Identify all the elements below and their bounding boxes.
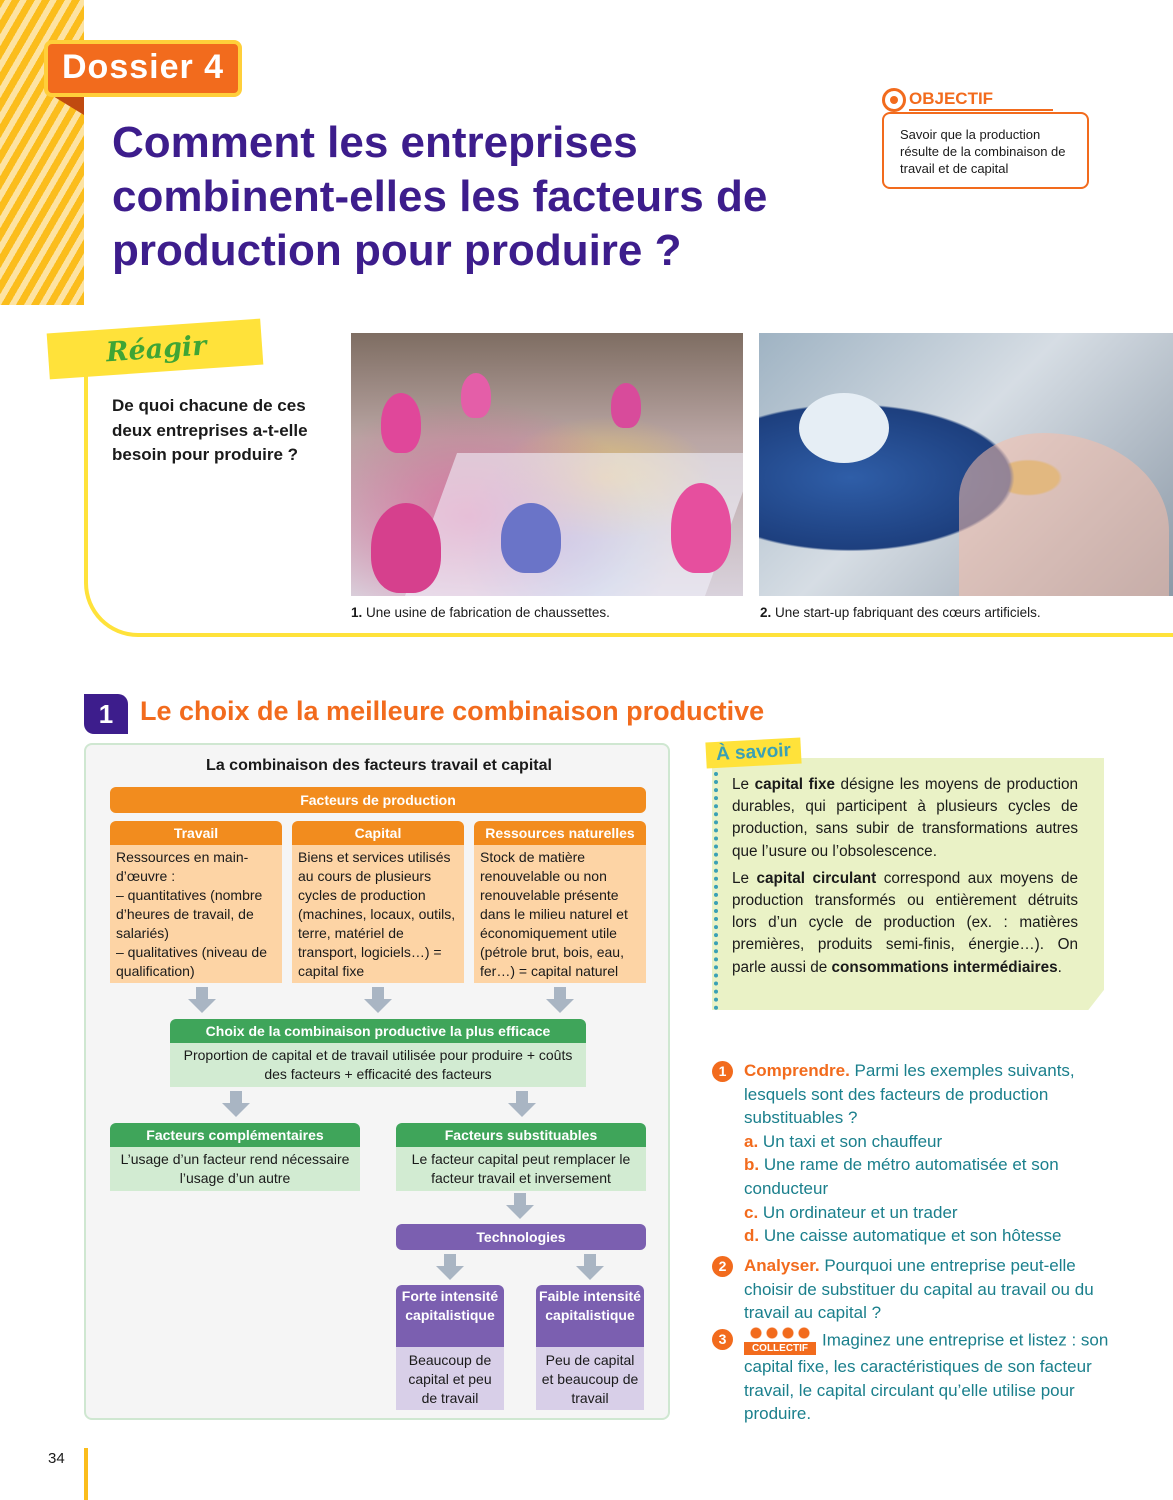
box-travail bbox=[110, 821, 282, 983]
a-savoir-p2: Le capital circulant correspond aux moyens de production transformés ou entièrement détruits lors d’un cycle de production (ex. : matières premières, produits semi-finis, énergie…). On parle aussi de consommations intermédiaires. bbox=[732, 869, 1078, 976]
page-number: 34 bbox=[48, 1450, 65, 1467]
ressources-body: Stock de matière renouvelable ou non renouvelable présente dans le milieu naturel et économiquement utile (pétrole brut, bois, eau, fer…) = capital naturel bbox=[474, 845, 646, 983]
objectif-text: Savoir que la production résulte de la combinaison de travail et de capital bbox=[882, 112, 1089, 189]
reagir-question: De quoi chacune de ces deux entreprises a-t-elle besoin pour produire ? bbox=[112, 396, 308, 464]
box-forte-intensite bbox=[396, 1285, 504, 1410]
collectif-icon: COLLECTIF bbox=[744, 1327, 816, 1355]
box-faible-intensite bbox=[536, 1285, 644, 1410]
objectif-header bbox=[882, 88, 1053, 112]
photo2-caption: 2. Une start-up fabriquant des cœurs artificiels. bbox=[760, 605, 1041, 620]
box-capital bbox=[292, 821, 464, 983]
section-number: 1 bbox=[84, 694, 128, 734]
page-number-bar bbox=[84, 1448, 88, 1500]
question-number: 1 bbox=[712, 1061, 733, 1082]
travail-title: Travail bbox=[110, 821, 282, 845]
capital-title: Capital bbox=[292, 821, 464, 845]
box-facteurs-substituables bbox=[396, 1123, 646, 1191]
a-savoir-p1: Le capital fixe désigne les moyens de production durables, qui participent à plusieurs cycles de production, sans subir de transformations autres que l’usure ou l’obsolescence. bbox=[732, 776, 1078, 860]
box-facteurs-complementaires bbox=[110, 1123, 360, 1191]
forte-title: Forte intensité capitalistique bbox=[396, 1285, 504, 1347]
target-icon bbox=[882, 88, 906, 112]
section-title: Le choix de la meilleure combinaison productive bbox=[140, 696, 765, 726]
faible-title: Faible intensité capitalistique bbox=[536, 1285, 644, 1347]
photo-artificial-heart-startup bbox=[759, 333, 1173, 596]
question-number: 3 bbox=[712, 1329, 733, 1350]
question-1: 1 Comprendre. Parmi les exemples suivants, lesquels sont des facteurs de production substituables ? a. Un taxi et son chauffeur b. Une rame de métro automatisée et son conducteur c. Un ordinateur et un trader d. Une caisse automatique et son hôtesse bbox=[712, 1059, 1112, 1248]
forte-body: Beaucoup de capital et peu de travail bbox=[396, 1347, 504, 1410]
question-3: 3 COLLECTIF Imaginez une entreprise et listez : son capital fixe, les caractéristiques de son facteur travail, le capital circulant qu’elle utilise pour produire. bbox=[712, 1327, 1112, 1426]
a-savoir-dots bbox=[714, 772, 718, 1010]
faible-body: Peu de capital et beaucoup de travail bbox=[536, 1347, 644, 1410]
box-choix-combinaison bbox=[170, 1019, 586, 1087]
facteurs-header: Facteurs de production bbox=[110, 787, 646, 813]
complementaires-body: L’usage d’un facteur rend nécessaire l’usage d’un autre bbox=[110, 1147, 360, 1191]
question-number: 2 bbox=[712, 1256, 733, 1277]
ressources-title: Ressources naturelles bbox=[474, 821, 646, 845]
dossier-badge: Dossier 4 bbox=[44, 40, 242, 97]
objectif-label: OBJECTIF bbox=[909, 89, 1053, 111]
page-title: Comment les entreprises combinent-elles les facteurs de production pour produire ? bbox=[112, 118, 768, 275]
reagir-label: Réagir bbox=[105, 329, 208, 368]
diagram-title: La combinaison des facteurs travail et capital bbox=[206, 757, 552, 774]
question-verb: Comprendre. bbox=[744, 1061, 850, 1080]
choix-body: Proportion de capital et de travail utilisée pour produire + coûts des facteurs + efficacité des facteurs bbox=[170, 1043, 586, 1087]
choix-title: Choix de la combinaison productive la plus efficace bbox=[170, 1019, 586, 1043]
a-savoir-label: À savoir bbox=[705, 738, 801, 769]
technologies-header: Technologies bbox=[396, 1224, 646, 1250]
substituables-title: Facteurs substituables bbox=[396, 1123, 646, 1147]
box-ressources-naturelles bbox=[474, 821, 646, 983]
question-2: 2 Analyser. Pourquoi une entreprise peut-elle choisir de substituer du capital au travail ou du travail au capital ? bbox=[712, 1254, 1112, 1325]
a-savoir-text bbox=[732, 774, 1078, 984]
substituables-body: Le facteur capital peut remplacer le facteur travail et inversement bbox=[396, 1147, 646, 1191]
capital-body: Biens et services utilisés au cours de plusieurs cycles de production (machines, locaux, outils, terre, matériel de transport, logiciels…) = capital fixe bbox=[292, 845, 464, 983]
question-verb: Analyser. bbox=[744, 1256, 820, 1275]
travail-body: Ressources en main-d’œuvre : – quantitatives (nombre d’heures de travail, de salariés) – qualitatives (niveau de qualification) bbox=[110, 845, 282, 983]
photo-sock-factory bbox=[351, 333, 743, 596]
complementaires-title: Facteurs complémentaires bbox=[110, 1123, 360, 1147]
photo1-caption: 1. Une usine de fabrication de chaussettes. bbox=[351, 605, 610, 620]
combination-diagram bbox=[84, 743, 670, 1420]
